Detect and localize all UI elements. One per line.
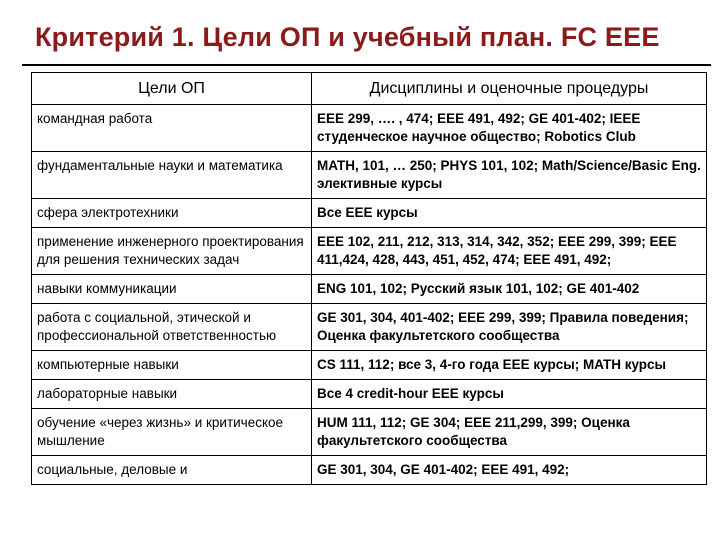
table-row <box>32 304 707 351</box>
courses-cell: MATH, 101, … 250; PHYS 101, 102; Math/Science/Basic Eng. элективные курсы <box>312 152 707 199</box>
goal-cell: навыки коммуникации <box>32 275 312 304</box>
column-header-courses: Дисциплины и оценочные процедуры <box>312 73 707 105</box>
table-row <box>32 351 707 380</box>
courses-cell: EEE 299, …. , 474; EEE 491, 492; GE 401-402; IEEE студенческое научное общество; Robotics Club <box>312 105 707 152</box>
goal-cell: командная работа <box>32 105 312 152</box>
table-row <box>32 199 707 228</box>
title-divider <box>22 64 711 66</box>
goal-cell: социальные, деловые и <box>32 456 312 485</box>
courses-cell: EEE 102, 211, 212, 313, 314, 342, 352; EEE 299, 399; EEE 411,424, 428, 443, 451, 452, 474; EEE 491, 492; <box>312 228 707 275</box>
table-row <box>32 456 707 485</box>
goals-curriculum-table <box>31 72 707 485</box>
goal-cell: сфера электротехники <box>32 199 312 228</box>
courses-cell: CS 111, 112; все 3, 4-го года EEE курсы; MATH курсы <box>312 351 707 380</box>
table-row <box>32 152 707 199</box>
table-row <box>32 409 707 456</box>
table-row <box>32 380 707 409</box>
column-header-goals: Цели ОП <box>32 73 312 105</box>
table-row <box>32 228 707 275</box>
table-header-row <box>32 73 707 105</box>
table-row <box>32 275 707 304</box>
courses-cell: HUM 111, 112; GE 304; EEE 211,299, 399; Оценка факультетского сообщества <box>312 409 707 456</box>
goal-cell: применение инженерного проектирования для решения технических задач <box>32 228 312 275</box>
table-row <box>32 105 707 152</box>
courses-cell: Все 4 credit-hour EEE курсы <box>312 380 707 409</box>
goal-cell: работа с социальной, этической и профессиональной ответственностью <box>32 304 312 351</box>
goal-cell: обучение «через жизнь» и критическое мышление <box>32 409 312 456</box>
goal-cell: компьютерные навыки <box>32 351 312 380</box>
courses-cell: GE 301, 304, 401-402; EEE 299, 399; Правила поведения; Оценка факультетского сообщества <box>312 304 707 351</box>
courses-cell: GE 301, 304, GE 401-402; EEE 491, 492; <box>312 456 707 485</box>
courses-cell: ENG 101, 102; Русский язык 101, 102; GE 401-402 <box>312 275 707 304</box>
goal-cell: фундаментальные науки и математика <box>32 152 312 199</box>
courses-cell: Все EEE курсы <box>312 199 707 228</box>
slide-title: Критерий 1. Цели ОП и учебный план. FC EEE <box>35 22 660 52</box>
goal-cell: лабораторные навыки <box>32 380 312 409</box>
